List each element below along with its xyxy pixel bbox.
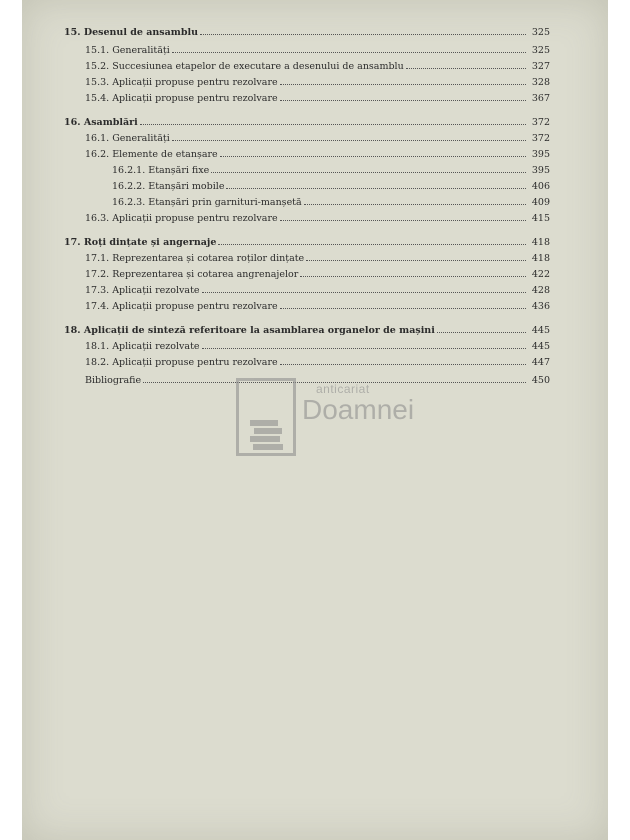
dot-leader xyxy=(220,155,526,157)
dot-leader xyxy=(306,259,526,261)
toc-page-number: 422 xyxy=(531,269,550,280)
toc-page-number: 367 xyxy=(531,93,550,104)
dot-leader xyxy=(406,67,526,69)
toc-page-number: 372 xyxy=(531,133,550,144)
toc-entry-title: 18.2. Aplicații propuse pentru rezolvare xyxy=(85,357,278,368)
toc-row xyxy=(64,90,550,104)
toc-entry-title: 17. Roți dințate și angernaje xyxy=(64,237,217,248)
dot-leader xyxy=(280,83,526,85)
toc-page-number: 445 xyxy=(531,341,550,352)
toc-entry-title: 16.1. Generalități xyxy=(85,133,170,144)
dot-leader xyxy=(437,331,526,333)
dot-leader xyxy=(218,243,526,245)
toc-page-number: 418 xyxy=(531,237,550,248)
toc-page-number: 372 xyxy=(531,117,550,128)
dot-leader xyxy=(280,219,526,221)
watermark-small-text: anticariat xyxy=(316,382,370,396)
toc-row xyxy=(64,42,550,56)
toc-row xyxy=(64,146,550,160)
toc-page-number: 447 xyxy=(531,357,550,368)
toc-page-number: 328 xyxy=(531,77,550,88)
toc-row xyxy=(64,162,550,176)
toc-page-number: 409 xyxy=(531,197,550,208)
toc-page-number: 395 xyxy=(531,149,550,160)
toc-row xyxy=(64,234,550,248)
dot-leader xyxy=(140,123,526,125)
toc-row xyxy=(64,354,550,368)
toc-entry-title: 15.4. Aplicații propuse pentru rezolvare xyxy=(85,93,278,104)
dot-leader xyxy=(202,291,526,293)
dot-leader xyxy=(172,51,526,53)
toc-entry-title: 16.2.2. Etanșări mobile xyxy=(112,181,225,192)
toc-entry-title: Bibliografie xyxy=(85,375,142,386)
toc-row xyxy=(64,130,550,144)
toc-page-number: 395 xyxy=(531,165,550,176)
dot-leader xyxy=(226,187,526,189)
toc-row xyxy=(64,114,550,128)
toc-page-number: 436 xyxy=(531,301,550,312)
toc-entry-title: 15.1. Generalități xyxy=(85,45,170,56)
toc-entry-title: 15.3. Aplicații propuse pentru rezolvare xyxy=(85,77,278,88)
toc-entry-title: 16.2.3. Etanșări prin garnituri-manșetă xyxy=(112,197,302,208)
watermark xyxy=(236,378,436,468)
toc-page-number: 325 xyxy=(531,45,550,56)
toc-entry-title: 16. Asamblări xyxy=(64,117,138,128)
toc-row xyxy=(64,250,550,264)
dot-leader xyxy=(304,203,526,205)
toc-entry-title: 16.3. Aplicații propuse pentru rezolvare xyxy=(85,213,278,224)
toc-entry-title: 18.1. Aplicații rezolvate xyxy=(85,341,200,352)
dot-leader xyxy=(280,307,526,309)
toc-entry-title: 17.4. Aplicații propuse pentru rezolvare xyxy=(85,301,278,312)
toc-row xyxy=(64,338,550,352)
toc-row xyxy=(64,266,550,280)
toc-entry-title: 16.2.1. Etanșări fixe xyxy=(112,165,210,176)
toc-page-number: 445 xyxy=(531,325,550,336)
dot-leader xyxy=(202,347,526,349)
toc-page-number: 415 xyxy=(531,213,550,224)
dot-leader xyxy=(172,139,526,141)
toc-row xyxy=(64,74,550,88)
toc-row xyxy=(64,24,550,38)
watermark-logo-text: Doamnei xyxy=(302,394,415,425)
toc-row xyxy=(64,58,550,72)
toc-entry-title: 17.3. Aplicații rezolvate xyxy=(85,285,200,296)
dot-leader xyxy=(300,275,526,277)
books-icon xyxy=(250,418,286,452)
toc-entry-title: 16.2. Elemente de etanșare xyxy=(85,149,218,160)
toc-entry-title: 15. Desenul de ansamblu xyxy=(64,27,199,38)
toc-row xyxy=(64,178,550,192)
toc-page-number: 406 xyxy=(531,181,550,192)
toc-row xyxy=(64,210,550,224)
dot-leader xyxy=(280,363,526,365)
toc-page-number: 418 xyxy=(531,253,550,264)
toc-page-number: 450 xyxy=(531,375,550,386)
toc-row xyxy=(64,282,550,296)
dot-leader xyxy=(280,99,526,101)
toc-page-number: 428 xyxy=(531,285,550,296)
toc-row xyxy=(64,194,550,208)
toc-entry-title: 18. Aplicații de sinteză referitoare la asamblarea organelor de mașini xyxy=(64,325,435,336)
toc-entry-title: 17.1. Reprezentarea și cotarea roților dințate xyxy=(85,253,305,264)
dot-leader xyxy=(211,171,526,173)
toc-page-number: 327 xyxy=(531,61,550,72)
toc-row xyxy=(64,322,550,336)
toc-row xyxy=(64,298,550,312)
toc-entry-title: 17.2. Reprezentarea și cotarea angrenajelor xyxy=(85,269,299,280)
toc-page-number: 325 xyxy=(531,27,550,38)
toc-entry-title: 15.2. Succesiunea etapelor de executare a desenului de ansamblu xyxy=(85,61,404,72)
dot-leader xyxy=(200,33,526,35)
